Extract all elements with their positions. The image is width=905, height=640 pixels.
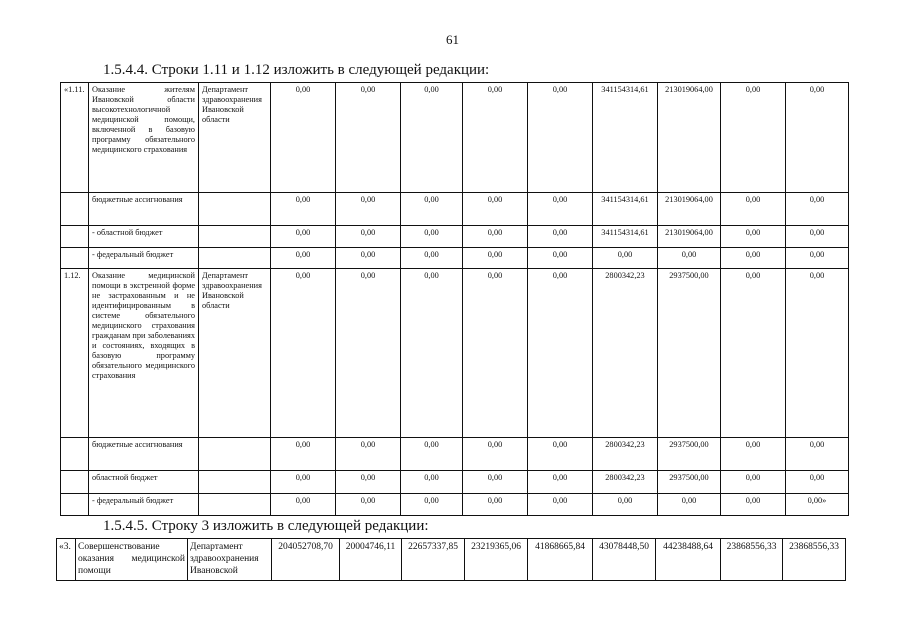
value-cell: 0,00 [463,83,528,193]
value-cell: 0,00 [401,226,463,248]
row-name: областной бюджет [89,471,199,494]
row-number: «1.11. [61,83,89,193]
value-cell: 0,00 [593,248,658,269]
value-cell: 0,00 [721,269,786,438]
value-cell: 0,00 [336,193,401,226]
row-name: бюджетные ассигнования [89,193,199,226]
value-cell: 0,00 [336,226,401,248]
row-department [199,471,271,494]
value-cell: 0,00 [786,248,849,269]
budget-table-row-3 [56,538,846,581]
value-cell: 0,00 [721,193,786,226]
row-department [199,226,271,248]
value-cell: 43078448,50 [593,539,656,581]
value-cell: 0,00 [271,226,336,248]
row-name: Оказание жителям Ивановской области высокотехнологичной медицинской помощи, включенной в базовую программу обязательного медицинского страхования [89,83,199,193]
value-cell: 23219365,06 [465,539,528,581]
value-cell: 20004746,11 [340,539,402,581]
value-cell: 341154314,61 [593,226,658,248]
row-number [61,193,89,226]
value-cell: 0,00 [528,248,593,269]
value-cell: 0,00 [271,438,336,471]
value-cell: 0,00 [401,193,463,226]
value-cell: 0,00 [786,83,849,193]
value-cell: 0,00 [271,83,336,193]
value-cell: 0,00 [658,494,721,516]
value-cell: 0,00 [463,494,528,516]
value-cell: 0,00 [401,438,463,471]
row-name: Оказание медицинской помощи в экстренной форме не застрахованным и не идентифицированным в системе обязательного медицинского страхования гражданам при заболеваниях и состояниях, входящих в базовую программу обязательного медицинского страхования [89,269,199,438]
page-number: 61 [446,32,459,47]
row-department [199,193,271,226]
value-cell: 0,00 [401,494,463,516]
value-cell: 0,00 [786,269,849,438]
row-name: бюджетные ассигнования [89,438,199,471]
value-cell: 0,00 [721,438,786,471]
value-cell: 0,00 [463,471,528,494]
row-department: Департамент здравоохранения Ивановской области [199,269,271,438]
value-cell: 0,00 [528,494,593,516]
value-cell: 23868556,33 [721,539,783,581]
row-number [61,494,89,516]
value-cell: 0,00 [271,471,336,494]
value-cell: 44238488,64 [656,539,721,581]
value-cell: 0,00 [528,269,593,438]
value-cell: 0,00 [786,226,849,248]
value-cell: 0,00 [336,471,401,494]
value-cell: 23868556,33 [783,539,846,581]
table-row [61,193,849,226]
value-cell: 0,00 [721,226,786,248]
value-cell: 2800342,23 [593,269,658,438]
value-cell: 0,00 [271,269,336,438]
value-cell: 0,00 [463,438,528,471]
value-cell: 0,00» [786,494,849,516]
row-number [61,471,89,494]
value-cell: 0,00 [528,438,593,471]
section-heading-2: 1.5.4.5. Строку 3 изложить в следующей редакции: [103,518,429,534]
value-cell: 0,00 [786,193,849,226]
value-cell: 0,00 [463,269,528,438]
row-number: «3. [57,539,76,581]
value-cell: 0,00 [528,83,593,193]
row-department: Департамент здравоохранения Ивановской [188,539,272,581]
row-number: 1.12. [61,269,89,438]
value-cell: 0,00 [336,269,401,438]
value-cell: 0,00 [786,471,849,494]
row-name: - федеральный бюджет [89,248,199,269]
value-cell: 2937500,00 [658,471,721,494]
value-cell: 0,00 [593,494,658,516]
row-number [61,248,89,269]
value-cell: 22657337,85 [402,539,465,581]
row-name: - федеральный бюджет [89,494,199,516]
row-department [199,248,271,269]
value-cell: 0,00 [528,193,593,226]
row-department [199,494,271,516]
value-cell: 0,00 [336,83,401,193]
table-row [61,83,849,193]
value-cell: 0,00 [786,438,849,471]
value-cell: 0,00 [658,248,721,269]
value-cell: 0,00 [463,193,528,226]
value-cell: 0,00 [721,471,786,494]
value-cell: 2800342,23 [593,471,658,494]
value-cell: 2937500,00 [658,438,721,471]
table-row [61,471,849,494]
row-name: Совершенствование оказания медицинской помощи [76,539,188,581]
row-department [199,438,271,471]
value-cell: 0,00 [463,248,528,269]
value-cell: 213019064,00 [658,193,721,226]
value-cell: 0,00 [271,193,336,226]
value-cell: 0,00 [463,226,528,248]
value-cell: 0,00 [271,248,336,269]
row-name: - областной бюджет [89,226,199,248]
row-number [61,226,89,248]
value-cell: 0,00 [721,494,786,516]
value-cell: 0,00 [721,83,786,193]
value-cell: 2800342,23 [593,438,658,471]
table-row [61,248,849,269]
value-cell: 341154314,61 [593,83,658,193]
value-cell: 2937500,00 [658,269,721,438]
value-cell: 0,00 [528,471,593,494]
table-row [61,226,849,248]
value-cell: 0,00 [401,248,463,269]
value-cell: 341154314,61 [593,193,658,226]
row-number [61,438,89,471]
value-cell: 0,00 [721,248,786,269]
value-cell: 0,00 [336,438,401,471]
budget-table-rows-1-11-1-12 [60,82,849,516]
value-cell: 0,00 [271,494,336,516]
value-cell: 0,00 [528,226,593,248]
value-cell: 0,00 [401,471,463,494]
value-cell: 41868665,84 [528,539,593,581]
value-cell: 0,00 [336,248,401,269]
row-department: Департамент здравоохранения Ивановской области [199,83,271,193]
table-row [57,539,846,581]
value-cell: 0,00 [336,494,401,516]
section-heading-1: 1.5.4.4. Строки 1.11 и 1.12 изложить в следующей редакции: [103,62,490,78]
value-cell: 0,00 [401,83,463,193]
table-row [61,269,849,438]
value-cell: 0,00 [401,269,463,438]
value-cell: 213019064,00 [658,83,721,193]
table-row [61,438,849,471]
table-row [61,494,849,516]
value-cell: 213019064,00 [658,226,721,248]
value-cell: 204052708,70 [272,539,340,581]
